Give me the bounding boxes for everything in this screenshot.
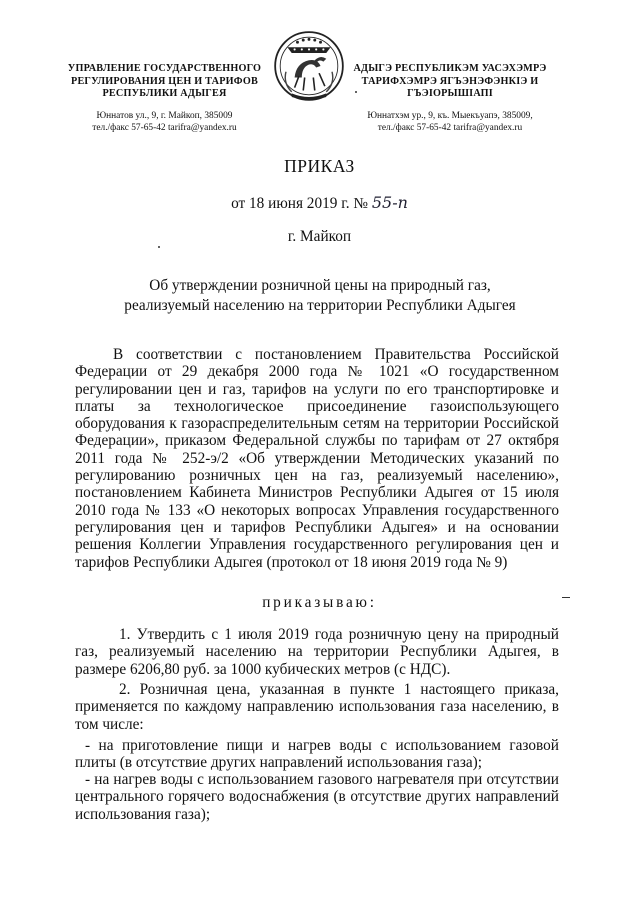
header-left-address: Юннатов ул., 9, г. Майкоп, 385009 [96, 110, 233, 121]
document-title: ПРИКАЗ [284, 156, 355, 176]
header-right-line-3: ГЪЭІОРЫШІАПІ [407, 88, 493, 99]
order-item-2: 2. Розничная цена, указанная в пункте 1 настоящего приказа, применяется по каждому направлению использования газа населению, в том числе: [75, 681, 559, 733]
preamble-paragraph: В соответствии с постановлением Правительства Российской Федерации от 29 декабря 2000 года № 1021 «О государственном регулировании цен и газ, тарифов на услуги по его транспортировке и платы за технологическое присоединение газоиспользующего оборудования к газораспределительным сетям на территории Российской Федерации», приказом Федеральной службы по тарифам от 27 октября 2011 года № 252-э/2 «Об утверждении Методических указаний по регулированию розничных цен на газ, реализуемый населению», постановлением Кабинета Министров Республики Адыгея от 15 июля 2010 года № 133 «О некоторых вопросах Управления государственного регулирования цен и тарифов Республики Адыгея» и на основании решения Коллегии Управления государственного регулирования цен и тарифов Республики Адыгея (протокол от 18 июня 2019 года № 9) [75, 346, 559, 571]
header-right-organization [350, 63, 550, 134]
header-left-line-1: УПРАВЛЕНИЕ ГОСУДАРСТВЕННОГО [67, 63, 262, 74]
header-left-contact: тел./факс 57-65-42 tarifra@yandex.ru [92, 122, 237, 133]
city-line: г. Майкоп [287, 228, 352, 245]
order-item-2-subitem-water-heating: - на нагрев воды с использованием газового нагревателя при отсутствии центрального горячего водоснабжения (в отсутствие других направлений использования газа); [75, 771, 559, 823]
subject-line-1: Об утверждении розничной цены на природный газ, [149, 277, 491, 294]
order-date: от 18 июня 2019 г. № [231, 195, 369, 212]
header-right-contact: тел./факс 57-65-42 tarifra@yandex.ru [377, 122, 523, 133]
order-item-2-subitem-cooking: - на приготовление пищи и нагрев воды с использованием газовой плиты (в отсутствие других направлений использования газа); [75, 737, 559, 772]
scan-speck [355, 91, 357, 93]
order-number-handwritten: 55-п [371, 193, 408, 212]
prikazyvayu-heading: приказываю: [262, 594, 377, 611]
order-date-line [0, 193, 639, 213]
header-right-address: Юннатхэм ур., 9, къ. Мыекъуапэ, 385009, [367, 110, 533, 121]
scan-speck [158, 246, 160, 248]
header-left-organization [62, 63, 267, 134]
order-item-1: 1. Утвердить с 1 июля 2019 года розничную цену на природный газ, реализуемый населению на территории Республики Адыгея, в размере 6206,80 руб. за 1000 кубических метров (с НДС). [75, 626, 559, 678]
adygea-coat-of-arms-icon [273, 30, 345, 102]
subject-line-2: реализуемый населению на территории Республики Адыгея [124, 296, 516, 314]
header-left-line-3: РЕСПУБЛИКИ АДЫГЕЯ [102, 88, 227, 99]
order-subject [90, 276, 550, 315]
scan-mark [562, 597, 570, 598]
header-right-line-2: ТАРИФХЭМРЭ ЯГЪЭНЭФЭНКІЭ И [361, 75, 539, 87]
header-right-line-1: АДЫГЭ РЕСПУБЛИКЭМ УАСЭХЭМРЭ [353, 63, 547, 74]
header-left-line-2: РЕГУЛИРОВАНИЯ ЦЕН И ТАРИФОВ [71, 75, 258, 87]
